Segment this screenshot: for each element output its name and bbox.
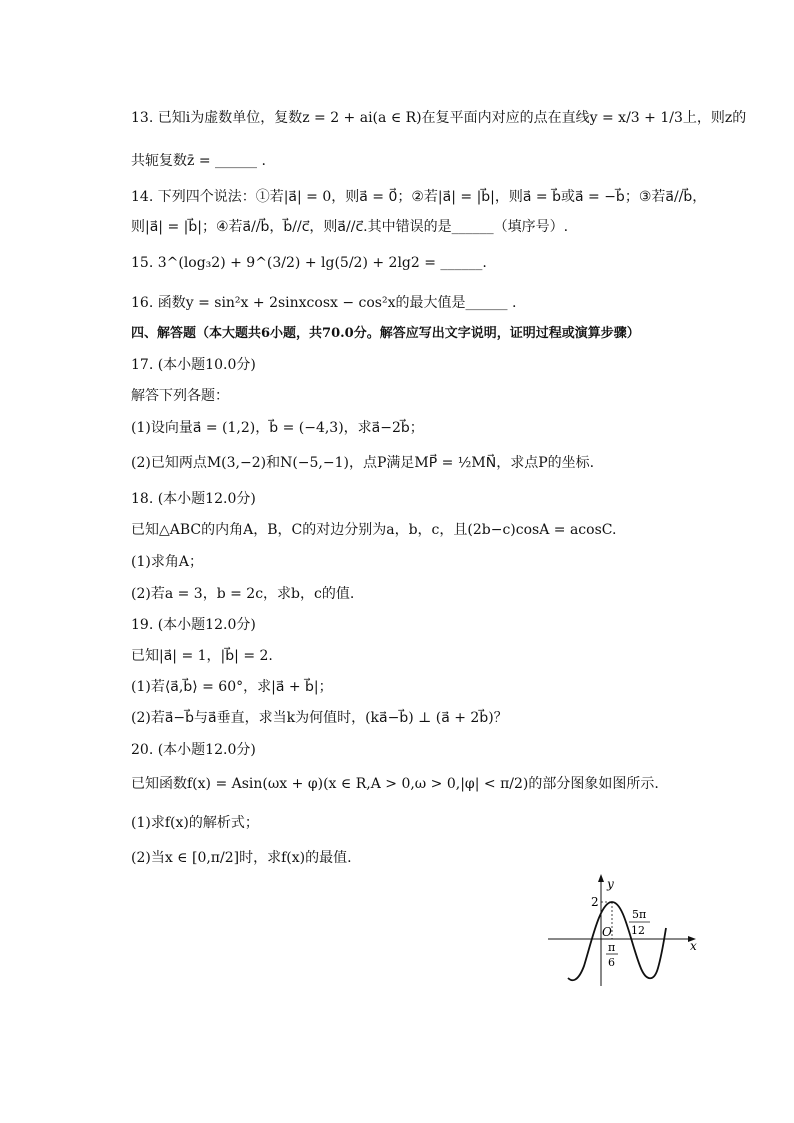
q20-part1: (1)求f(x)的解析式；: [131, 815, 259, 831]
q20-header: 20. (本小题12.0分): [131, 742, 256, 758]
q17-intro: 解答下列各题：: [131, 388, 229, 404]
q14-line2: 则|a⃗| = |b⃗|；④若a⃗//b⃗，b⃗//c⃗，则a⃗//c⃗.其中错误的是______（填序号）.: [131, 219, 569, 235]
section-4-heading: 四、解答题（本大题共6小题，共70.0分。解答应写出文字说明，证明过程或演算步骤）: [131, 326, 640, 341]
origin-label: O: [602, 925, 612, 939]
q13-line2: 共轭复数z̄ = ______ .: [131, 153, 266, 169]
q17-part1: (1)设向量a⃗ = (1,2)，b⃗ = (−4,3)，求a⃗−2b⃗；: [131, 420, 424, 436]
q14-line1: 14. 下列四个说法：①若|a⃗| = 0，则a⃗ = 0⃗；②若|a⃗| = |b⃗|，则a⃗ = b⃗或a⃗ = −b⃗；③若a⃗//b⃗，: [131, 189, 707, 205]
q20-stem: 已知函数f(x) = Asin(ωx + φ)(x ∈ R,A > 0,ω > 0,|φ| < π/2)的部分图象如图所示.: [131, 776, 659, 792]
y-tick-2-label: 2: [591, 895, 599, 909]
sine-graph-figure: [540, 870, 710, 990]
q15-line: 15. 3^(log₃2) + 9^(3/2) + lg(5/2) + 2lg2 = ______.: [131, 255, 487, 271]
q16-line: 16. 函数y = sin²x + 2sinxcosx − cos²x的最大值是______ .: [131, 295, 517, 311]
5pi-over-12-numerator: 5π: [632, 908, 647, 921]
q17-header: 17. (本小题10.0分): [131, 357, 256, 373]
q18-part2: (2)若a = 3，b = 2c，求b，c的值.: [131, 586, 355, 602]
q18-part1: (1)求角A；: [131, 554, 203, 570]
q19-stem: 已知|a⃗| = 1，|b⃗| = 2.: [131, 648, 273, 664]
pi-over-6-denominator: 6: [608, 956, 615, 969]
q17-part2: (2)已知两点M(3,−2)和N(−5,−1)，点P满足MP⃗ = ½MN⃗，求点P的坐标.: [131, 455, 595, 471]
q18-header: 18. (本小题12.0分): [131, 491, 256, 507]
x-axis-label: x: [690, 939, 697, 953]
sine-curve: [568, 902, 666, 980]
y-axis-label: y: [607, 877, 614, 891]
q19-header: 19. (本小题12.0分): [131, 617, 256, 633]
q19-part1: (1)若⟨a⃗,b⃗⟩ = 60°，求|a⃗ + b⃗|；: [131, 679, 333, 695]
q20-part2: (2)当x ∈ [0,π/2]时，求f(x)的最值.: [131, 850, 352, 866]
5pi-over-12-denominator: 12: [631, 924, 645, 937]
q13-line1: 13. 已知i为虚数单位，复数z = 2 + ai(a ∈ R)在复平面内对应的点在直线y = x/3 + 1/3上，则z的: [131, 110, 747, 126]
y-axis-arrow: [598, 874, 604, 882]
q19-part2: (2)若a⃗−b⃗与a⃗垂直，求当k为何值时，(ka⃗−b⃗) ⊥ (a⃗ + 2b⃗)？: [131, 710, 508, 726]
q18-stem: 已知△ABC的内角A，B，C的对边分别为a，b，c，且(2b−c)cosA = acosC.: [131, 522, 617, 538]
pi-over-6-numerator: π: [608, 941, 616, 954]
